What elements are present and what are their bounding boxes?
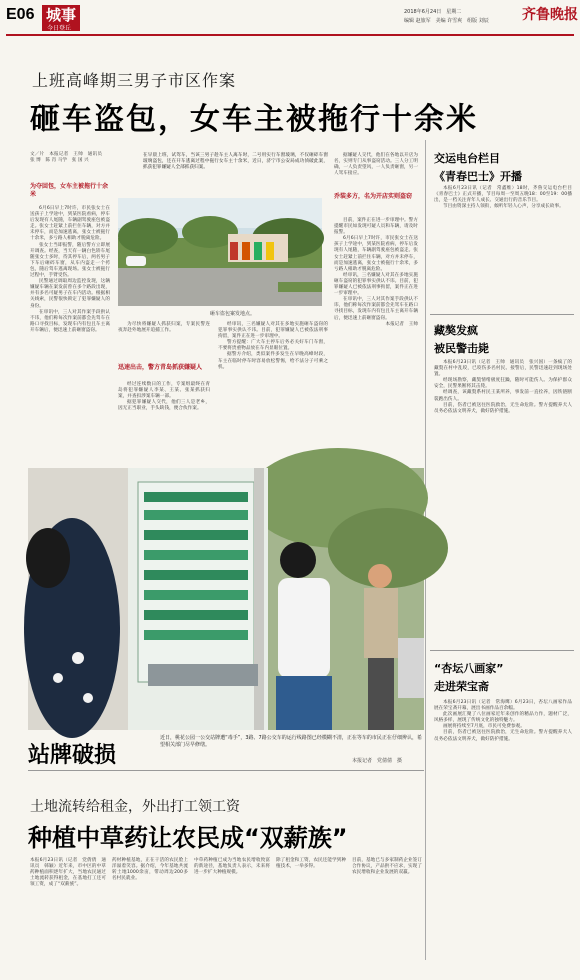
page-code: E06 [6, 6, 35, 23]
lead-col-4-p: 据嫌疑人交代，他们在各地以开店为名，实则专门从事盗窃活动。三人分工明确，一人负责望风，一人负责砸窗，另一人驾车接应。 [334, 153, 418, 177]
lead-col-3-p: 据警方介绍，类似案件多发生在早晚高峰时段，车主在临时停车时容易放松警惕，给不法分子可乘之机。 [218, 352, 328, 370]
sidebar-body-3-p: 目前，伤者已被送往医院救治，无生命危险。警方提醒养犬人员务必依法文明养犬，做好防护措施。 [434, 730, 572, 742]
sidebar-body-3-p: 本报6月23日讯（记者 常海鹰）6月23日，杏坛八画家作品展在荣宝斋开幕，展出书画作品百余幅。 [434, 700, 572, 712]
busstop-photo [28, 468, 424, 730]
sidebar-body-2-p: 目前，伤者已被送往医院救治，无生命危险。警方提醒养犬人员务必依法文明养犬，做好防护措施。 [434, 402, 572, 414]
lead-col-4b [334, 218, 418, 444]
lead-col-1-p: 6月6日早上7时许，市民张女士在送孩子上学途中，到某医院看病，停车后发现有人尾随，车辆副驾驶座包被盗走。张女士赶紧上前拦住车辆，对方并未停车，而是加速逃离，张女士被拖行十余米，多亏路人相助才脱离危险。 [30, 206, 110, 242]
sidebar-body-3-p: 此次画展汇聚了八位画家近年来创作的精品力作，题材广泛，风格多样，展现了传统文化的独特魅力。 [434, 712, 572, 724]
busstop-photo-credit: 本报记者 党倩倩 摄 [352, 758, 403, 764]
street-scene-image [118, 198, 322, 306]
sidebar-body-2-p: 本报6月23日讯（记者 王帅 通讯员 张兴国）一条疯了的藏獒在村中乱咬，已咬伤多名村民。接警后，民警迅速赶到现场处置。 [434, 360, 572, 378]
lead-col-3-p: 经审讯，三名嫌疑人对其在多地实施砸车盗窃的犯罪事实供认不讳。目前，犯罪嫌疑人已被依法刑事拘留，案件正在进一步审理中。 [218, 322, 328, 340]
bottom-col-2: 药材种植基地，正在干活的农民脸上洋溢着笑容。据介绍，今年基地共流转土地1000余亩，带动周边200多名村民就业。 [112, 858, 188, 882]
lead-subhead-1: 为夺回包，女车主被拖行十余米 [30, 183, 109, 198]
sidebar-title-2: 被民警击毙 [434, 342, 489, 355]
sidebar-body-3 [434, 700, 572, 970]
lead-col-1-p: 在审讯中，三人对其作案手段供认不讳，他们称每次作案前都会先驾车在路口寻找目标，发现车内有包且车主离开车辆后，便迅速上前砸窗盗窃。 [30, 309, 110, 333]
lead-photo-caption: 砸车盗包案发地点。 [210, 311, 256, 317]
sidebar-title-3: 走进荣宝斋 [434, 680, 489, 693]
sidebar-body-3-p: 画展将持续至7月底，市民可免费参观。 [443, 724, 525, 730]
lead-col-4b-p: 本报记者 王帅 [385, 321, 418, 327]
woman-figure [24, 518, 120, 738]
sidebar-body-2-p: 经现场勘察，藏獒情绪极度狂躁，随时可能伤人。为保护群众安全，民警果断将其击毙。 [434, 378, 572, 390]
lead-subhead-2: 迅速出击，警方青岛抓获嫌疑人 [118, 364, 203, 371]
lead-col-4 [334, 153, 418, 189]
lead-col-2b [118, 382, 210, 444]
lead-col-3 [218, 322, 328, 444]
lead-col-1-p: 张女士当即报警，随后警方立即展开调查。经查，当天有一辆白色轿车尾随张女士多时，待其停车后，两名男子下车后砸碎车窗，从车内盗走一个挎包，随后驾车逃离现场。张女士被拖行过程中，手臂受伤。 [30, 242, 110, 279]
sidebar-divider [430, 650, 574, 651]
sidebar-divider [430, 314, 574, 315]
lead-col-4b-p: 目前，案件正在进一步审理中。警方提醒市民如发现可疑人员和车辆，请及时报警。 [334, 218, 418, 236]
sidebar-kicker-2: 藏獒发疯 [434, 324, 478, 337]
busstop-photo-caption: 近日，桃花公园一公交站牌遭“毒手”，3路、7路公交车的运行线路图已经模糊不清，正在等车的市民正在仔细辨认，希望相关部门尽早修缮。 [160, 735, 422, 748]
lead-col-1 [30, 206, 110, 442]
bottom-kicker: 土地流转给租金，外出打工领工资 [30, 799, 240, 815]
man-figure [364, 564, 398, 730]
lead-col-4b-p: 6月6日早上7时许，市民张女士在送孩子上学途中，到某医院看病，停车后发现有人尾随，车辆副驾驶座包被盗走。张女士赶紧上前拦住车辆，对方并未停车，而是加速逃离，张女士被拖行十余米，多亏路人相助才脱离危险。 [334, 236, 418, 272]
lead-byline: 文／片 本报记者 王帅 通讯员 张 博 陈 肖 马学 张 国 兴 [30, 152, 107, 164]
sidebar-body-1-p: 本报6月23日讯（记者 常鑫维）18时，齐鲁交运电台栏目《青春巴士》正式开播，节目每周一至周五晚18：00至19：00播出，是一档关注青年人成长、交通出行的音乐节目。 [434, 186, 572, 204]
busstop-photo-title: 站牌破损 [28, 743, 117, 768]
lead-headline: 砸车盗包，女车主被拖行十余米 [30, 102, 478, 137]
header-rule [6, 34, 574, 36]
lead-col-1-p: 民警通过调取周边监控发现，这辆嫌疑车辆在案发前曾在多个路段出现，并有多名可疑男子在车内活动。根据相关线索，民警很快锁定了犯罪嫌疑人的身份。 [30, 279, 110, 309]
lead-subhead-3: 乔装多方，名为开店实则盗窃 [334, 193, 413, 200]
bottom-col-1: 本报6月23日讯（记者 党倩倩 通讯员 韩颖）近年来，市中区的中草药种植面积逐年扩大，当地农民通过土地流转获得租金，在基地打工还可领工资，成了“双薪族”。 [30, 858, 106, 888]
sidebar-body-2-p: 经调查，该藏獒系村民王某所养，事发前一直拴养，因铁链断裂跑出伤人。 [434, 390, 572, 402]
sidebar-body-1-p: 节目由资深主持人领衔，倾听年轻人心声，分享成长故事。 [443, 204, 564, 210]
bottom-headline: 种植中草药让农民成“双薪族” [28, 824, 348, 852]
page-header [0, 0, 580, 36]
lead-kicker: 上班高峰期三男子市区作案 [32, 71, 237, 90]
sidebar-body-1 [434, 186, 572, 294]
section-divider [28, 770, 424, 771]
sidebar-title-1: 《青春巴士》开播 [434, 170, 522, 183]
sidebar-body-2 [434, 360, 572, 640]
lead-col-2-p: 为尽快将嫌疑人抓获归案，专案民警连夜奔赴外地展开追捕工作。 [118, 322, 210, 334]
sidebar-kicker-1: 交运电台栏目 [434, 152, 500, 165]
staff-line: 编辑 赵旅军 美编 许雪爽 组版 刘辰 [404, 18, 489, 24]
bottom-col-4: 除了租金和工资，农民还能学到种植技术，一举多得。 [276, 858, 346, 870]
lead-col-2 [118, 322, 210, 362]
lead-photo [118, 198, 322, 306]
lead-col-2b-p: 经过连续数日的工作，专案组最终在青岛将犯罪嫌疑人李某、王某、张某抓获归案，并查扣涉案车辆一部。 [118, 382, 210, 400]
newspaper-logo: 齐鲁晚报 [522, 7, 578, 23]
bus-route-board [138, 482, 254, 682]
lead-col-2b-p: 据犯罪嫌疑人交代，他们三人是老乡，因无正当职业，手头缺钱，便合伙作案。 [118, 400, 210, 412]
lead-col-4b-p: 经审讯，三名嫌疑人对其在多地实施砸车盗窃的犯罪事实供认不讳。目前，犯罪嫌疑人已被依法刑事拘留，案件正在进一步审理中。 [334, 272, 418, 297]
date-line: 2018年6月24日 星期二 [404, 9, 462, 15]
lead-intro: 在早晨上班，试驾车，当该三男子趁车主人离车时，二号用实行车窗玻璃，不仅砸碎车窗玻璃盗包，还在开车逃离过程中拖行女车主十余米，近日，济宁市公安局成功侦破此案，抓获犯罪嫌疑人全部抓获归案。 [143, 153, 328, 171]
sidebar-kicker-3: “杏坛八画家” [434, 662, 504, 675]
bus-stop-image [28, 468, 424, 730]
lead-col-3-p: 警方提醒：广大车主停车后务必关好车门车窗，不要将贵重物品放在车内显眼位置。 [218, 340, 328, 352]
lead-col-4b-p: 在审讯中，三人对其作案手段供认不讳，他们称每次作案前都会先驾车在路口寻找目标，发现车内有包且车主离开车辆后，便迅速上前砸窗盗窃。 [334, 297, 418, 321]
section-tag: 今日登丘 [47, 25, 72, 32]
bottom-col-5: 目前，基地已与多家制药企业签订合作协议，产品供不应求，实现了农民增收和企业发展的双赢。 [352, 858, 422, 876]
section-name: 城事 [46, 6, 77, 24]
bottom-col-3: 中草药种植已成为当地农民增收致富的新途径，基地负责人表示，未来将进一步扩大种植规模。 [194, 858, 270, 876]
